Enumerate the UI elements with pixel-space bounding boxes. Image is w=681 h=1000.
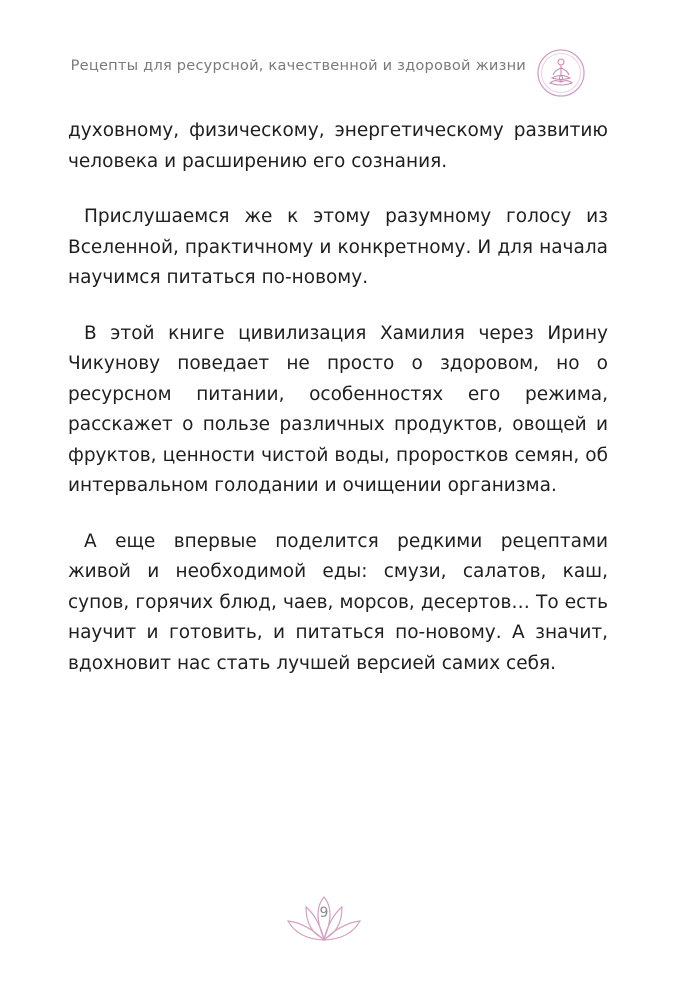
page-number: 9 bbox=[319, 905, 329, 921]
page-footer bbox=[284, 893, 364, 947]
paragraph: А еще впервые поделится редкими рецептами живой и необходимой еды: смузи, салатов, каш, супов, горячих блюд, чаев, морсов, десертов… То есть научит и готовить, и питаться по-новому. А значит, вдохновит нас стать лучшей версией самих себя. bbox=[68, 530, 608, 674]
paragraph: Прислушаемся же к этому разумному голосу из Вселенной, практичному и конкретному. И для начала научимся питаться по-новому. bbox=[68, 206, 608, 288]
body-text bbox=[68, 116, 608, 704]
running-header: Рецепты для ресурсной, качественной и здоровой жизни bbox=[70, 57, 526, 74]
lotus-meditation-icon bbox=[536, 48, 586, 98]
paragraph: В этой книге цивилизация Хамилия через Ирину Чикунову поведает не просто о здоровом, но о ресурсном питании, особенностях его режима, расскажет о пользе различных продуктов, овощей и фруктов, ценности чистой воды, проростков семян, об интервальном голодании и очищении организма. bbox=[68, 322, 608, 496]
paragraph: духовному, физическому, энергетическому развитию человека и расширению его сознания. bbox=[68, 120, 608, 172]
